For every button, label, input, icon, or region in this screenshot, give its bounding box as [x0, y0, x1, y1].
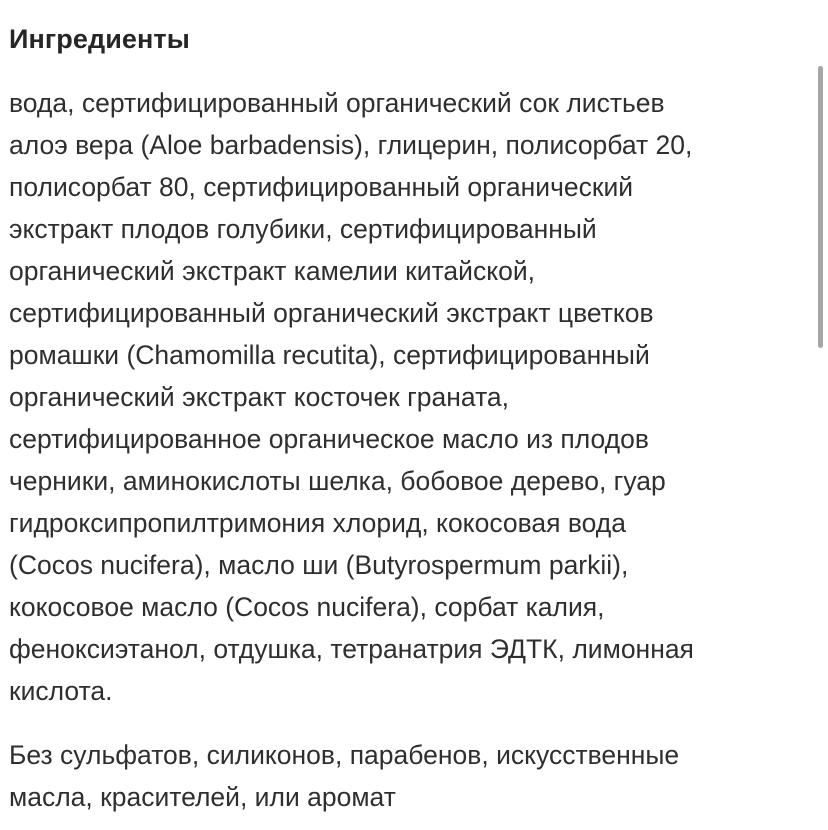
free-from-text: Без сульфатов, силиконов, парабенов, искусственные масла, красителей, или аромат: [9, 740, 680, 812]
ingredients-list-text: вода, сертифицированный органический сок листьев алоэ вера (Aloe barbadensis), глицерин, полисорбат 20, полисорбат 80, сертифицированный органический экстракт плодов голубики, сертифицированный органический экстракт камелии китайской, сертифицированный органический экстракт цветков ромашки (Chamomilla recutita), сертифицированный органический экстракт косточек граната, сертифицированное органическое масло из плодов черники, аминокислоты шелка, бобовое дерево, гуар гидроксипропилтримония хлорид, кокосовая вода (Cocos nucifera), масло ши (Butyrospermum parkii), кокосовое масло (Cocos nucifera), сорбат калия, феноксиэтанол, отдушка, тетранатрия ЭДТК, лимонная кислота.: [9, 88, 694, 706]
section-title: Ингредиенты: [9, 24, 190, 54]
ingredients-section: [9, 0, 815, 818]
vertical-scrollbar-thumb[interactable]: [818, 66, 823, 348]
